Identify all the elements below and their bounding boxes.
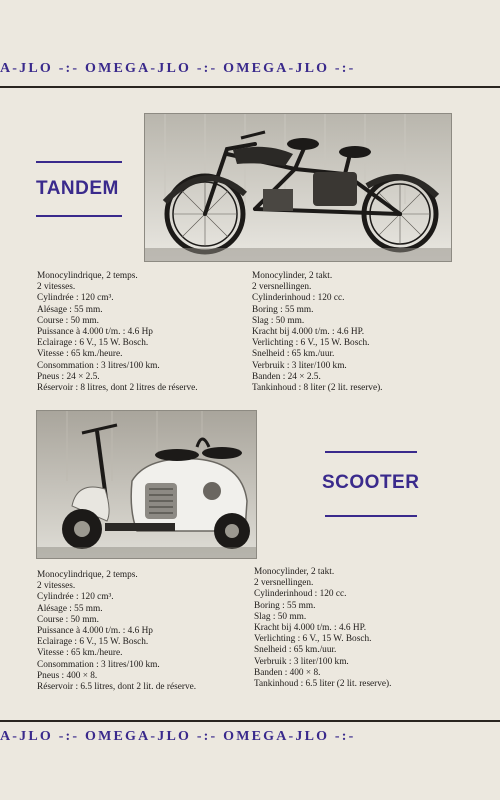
spec-line: Slag : 50 mm. (254, 611, 307, 622)
spec-line: Monocylindrique, 2 temps. (37, 271, 138, 281)
spec-line: Tankinhoud : 8 liter (2 lit. reserve). (252, 382, 383, 393)
spec-line: Boring : 55 mm. (254, 600, 316, 611)
scooter-specs-fr (37, 570, 196, 693)
spec-line: 2 versnellingen. (254, 578, 314, 589)
spec-line: Banden : 24 × 2.5. (252, 371, 321, 382)
tandem-photo (144, 113, 452, 262)
spec-line: Boring : 55 mm. (252, 304, 314, 315)
tandem-specs-fr (37, 271, 198, 394)
tandem-specs-nl (252, 271, 383, 394)
scooter-specs-nl (254, 567, 391, 690)
spec-line: Kracht bij 4.000 t/m. : 4.6 HP. (254, 622, 367, 633)
tandem-heading-rule-top (36, 161, 122, 163)
scooter-title: SCOOTER (322, 472, 420, 493)
spec-line: Eclairage : 6 V., 15 W. Bosch. (37, 338, 149, 349)
spec-line: Monocylindrique, 2 temps. (37, 570, 138, 580)
top-divider (0, 86, 500, 88)
spec-line: Verbruik : 3 liter/100 km. (254, 656, 349, 667)
scooter-photo (36, 410, 257, 559)
spec-line: Vitesse : 65 km./heure. (37, 349, 123, 360)
bottom-divider (0, 720, 500, 722)
top-banner: A-JLO -:- OMEGA-JLO -:- OMEGA-JLO -:- (0, 61, 356, 76)
spec-line: Snelheid : 65 km./uur. (254, 645, 337, 656)
spec-line: Alésage : 55 mm. (37, 603, 103, 614)
scooter-illustration (37, 411, 256, 558)
spec-line: Puissance à 4.000 t/m. : 4.6 Hp (37, 625, 153, 636)
spec-line: Tankinhoud : 6.5 liter (2 lit. reserve). (254, 678, 392, 689)
spec-line: Réservoir : 6.5 litres, dont 2 lit. de réserve. (37, 681, 197, 692)
spec-line: Banden : 400 × 8. (254, 667, 321, 678)
spec-line: Cylindrée : 120 cm³. (37, 293, 114, 304)
tandem-title: TANDEM (36, 178, 119, 199)
spec-line: Snelheid : 65 km./uur. (252, 349, 335, 360)
spec-line: Puissance à 4.000 t/m. : 4.6 Hp (37, 326, 153, 337)
spec-line: Cylinderinhoud : 120 cc. (254, 589, 347, 600)
spec-line: Pneus : 24 × 2.5. (37, 371, 100, 382)
spec-line: Monocylinder, 2 takt. (254, 567, 335, 577)
spec-line: Monocylinder, 2 takt. (252, 271, 333, 281)
spec-line: Réservoir : 8 litres, dont 2 litres de réserve. (37, 382, 198, 393)
spec-line: Verlichting : 6 V., 15 W. Bosch. (254, 634, 372, 645)
spec-line: Slag : 50 mm. (252, 315, 305, 326)
spec-line: Alésage : 55 mm. (37, 304, 103, 315)
spec-line: 2 vitesses. (37, 282, 76, 293)
spec-line: 2 versnellingen. (252, 282, 312, 293)
spec-line: Pneus : 400 × 8. (37, 670, 98, 681)
spec-line: Verbruik : 3 liter/100 km. (252, 360, 347, 371)
spec-line: Cylinderinhoud : 120 cc. (252, 293, 345, 304)
spec-line: Cylindrée : 120 cm³. (37, 592, 114, 603)
tandem-heading-rule-bottom (36, 215, 122, 217)
scooter-heading-rule-bottom (325, 515, 417, 517)
bottom-banner: A-JLO -:- OMEGA-JLO -:- OMEGA-JLO -:- (0, 729, 356, 744)
spec-line: Consommation : 3 litres/100 km. (37, 659, 160, 670)
spec-line: Kracht bij 4.000 t/m. : 4.6 HP. (252, 326, 365, 337)
spec-line: Course : 50 mm. (37, 614, 99, 625)
spec-line: Eclairage : 6 V., 15 W. Bosch. (37, 637, 149, 648)
spec-line: Consommation : 3 litres/100 km. (37, 360, 160, 371)
spec-line: Verlichting : 6 V., 15 W. Bosch. (252, 338, 370, 349)
tandem-illustration (145, 114, 451, 261)
scooter-heading-rule-top (325, 451, 417, 453)
spec-line: 2 vitesses. (37, 581, 76, 592)
spec-line: Vitesse : 65 km./heure. (37, 648, 123, 659)
spec-line: Course : 50 mm. (37, 315, 99, 326)
